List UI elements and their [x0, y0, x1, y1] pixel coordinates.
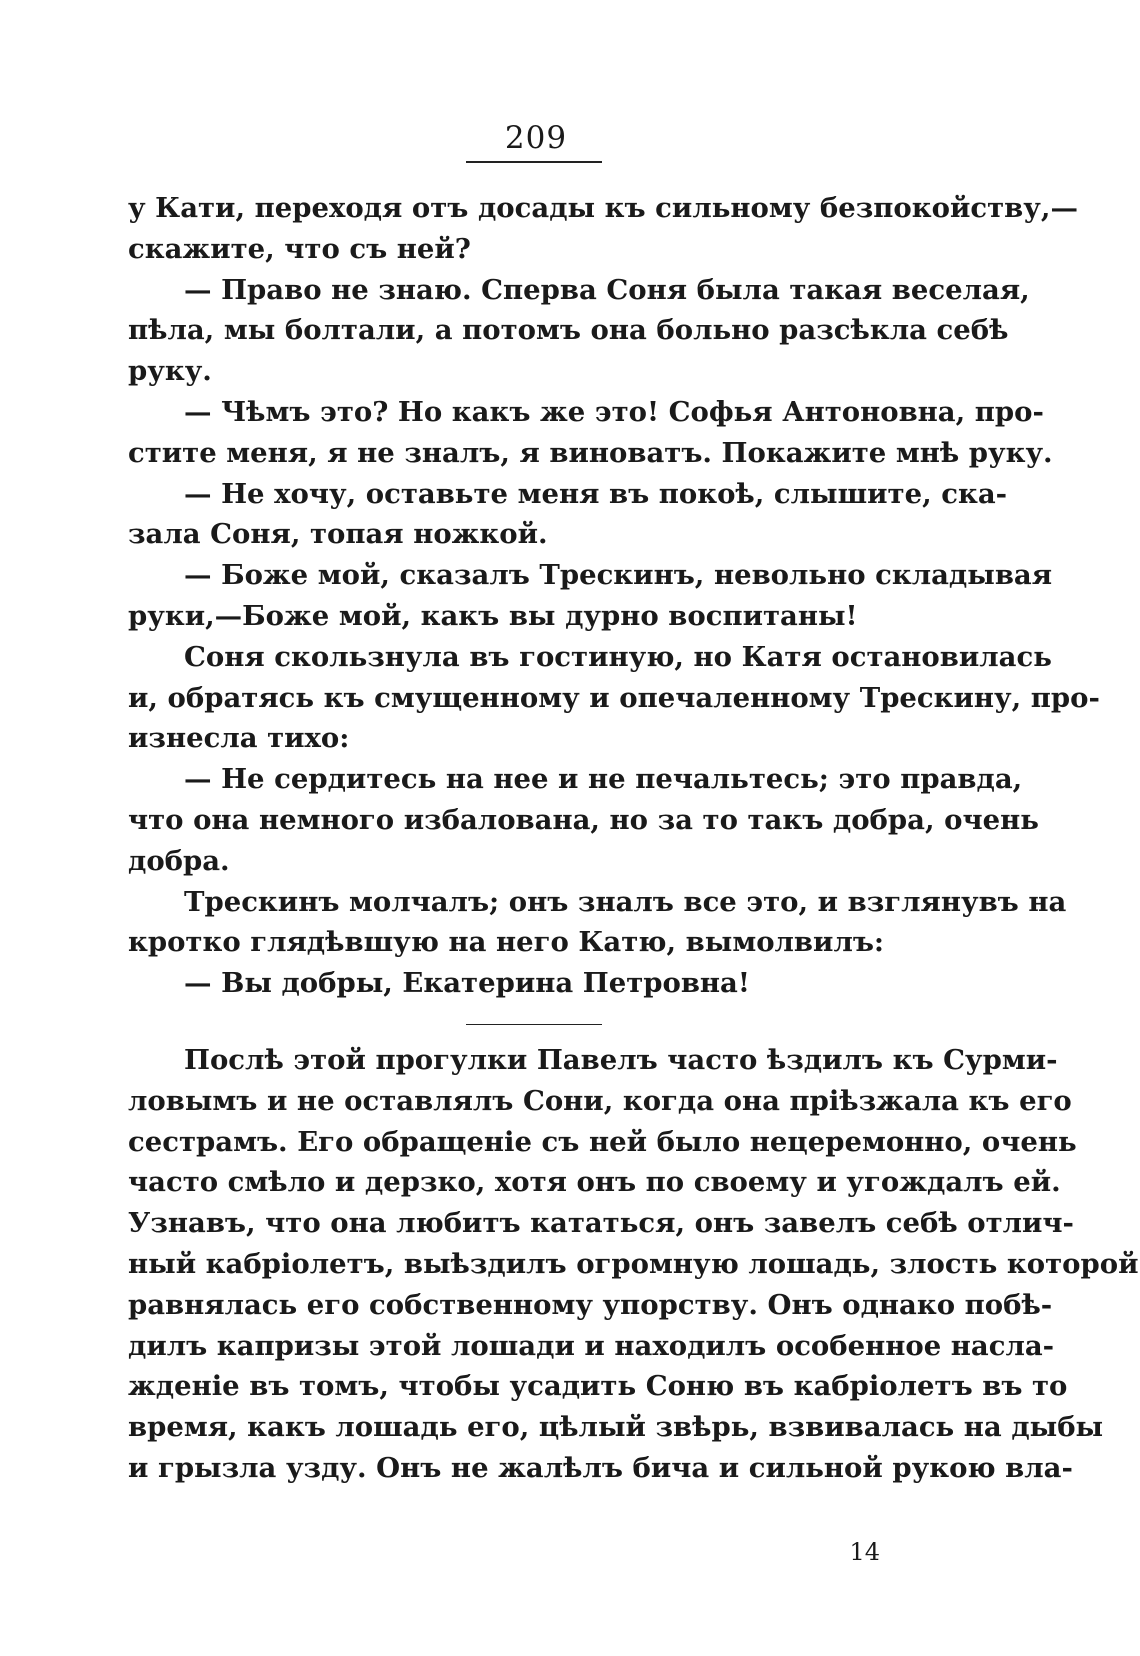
text-line: руку. — [128, 355, 212, 388]
text-line: у Кати, переходя отъ досады къ сильному безпокойству,— — [128, 192, 1078, 224]
text-line: кротко глядѣвшую на него Катю, вымолвилъ: — [128, 926, 885, 959]
header-rule — [466, 161, 602, 163]
text-line: равнялась его собственному упорству. Онъ однако побѣ- — [128, 1288, 1053, 1321]
text-line: пѣла, мы болтали, а потомъ она больно разсѣкла себѣ — [128, 314, 1009, 347]
text-line: жденіе въ томъ, чтобы усадить Соню въ кабріолетъ въ то — [128, 1370, 1068, 1403]
text-line: — Не хочу, оставьте меня въ покоѣ, слышите, ска- — [184, 477, 1008, 510]
printer-signature-mark: 14 — [849, 1538, 880, 1566]
text-line: — Вы добры, Екатерина Петровна! — [184, 967, 750, 1000]
text-line: зала Соня, топая ножкой. — [128, 518, 548, 551]
text-line: — Право не знаю. Сперва Соня была такая веселая, — [184, 273, 1030, 306]
text-line: руки,—Боже мой, какъ вы дурно воспитаны! — [128, 599, 858, 632]
text-line: и грызла узду. Онъ не жалѣлъ бича и сильной рукою вла- — [128, 1451, 1073, 1484]
text-line: часто смѣло и дерзко, хотя онъ по своему и угождалъ ей. — [128, 1166, 1061, 1199]
text-line: Соня скользнула въ гостиную, но Катя остановилась — [184, 640, 1052, 673]
text-line: ловымъ и не оставлялъ Сони, когда она пріѣзжала къ его — [128, 1084, 1072, 1117]
text-line: сестрамъ. Его обращеніе съ ней было нецеремонно, очень — [128, 1125, 1077, 1158]
text-line: стите меня, я не зналъ, я виноватъ. Покажите мнѣ руку. — [128, 436, 1053, 469]
text-line: Трескинъ молчалъ; онъ зналъ все это, и взглянувъ на — [184, 885, 1067, 918]
text-line: — Боже мой, сказалъ Трескинъ, невольно складывая — [184, 559, 1053, 592]
text-line: и, обратясь къ смущенному и опечаленному Трескину, про- — [128, 681, 1100, 714]
text-line: ный кабріолетъ, выѣздилъ огромную лошадь, злость которой — [128, 1247, 1139, 1280]
text-line: добра. — [128, 844, 230, 877]
text-line: изнесла тихо: — [128, 722, 350, 755]
text-line: дилъ капризы этой лошади и находилъ особенное насла- — [128, 1329, 1055, 1362]
text-line: — Не сердитесь на нее и не печальтесь; это правда, — [184, 763, 1023, 796]
text-line: что она немного избалована, но за то такъ добра, очень — [128, 803, 1039, 836]
top-text-block — [128, 188, 1100, 1004]
page-number: 209 — [504, 120, 568, 156]
text-line: Узнавъ, что она любитъ кататься, онъ завелъ себѣ отлич- — [128, 1207, 1074, 1240]
text-line: — Чѣмъ это? Но какъ же это! Софья Антоновна, про- — [184, 395, 1044, 428]
text-line: Послѣ этой прогулки Павелъ часто ѣздилъ къ Сурми- — [184, 1044, 1058, 1076]
text-line: время, какъ лошадь его, цѣлый звѣрь, взвивалась на дыбы — [128, 1411, 1104, 1444]
section-divider — [466, 1024, 602, 1025]
bottom-text-block — [128, 1040, 1139, 1489]
text-line: скажите, что съ ней? — [128, 232, 471, 265]
